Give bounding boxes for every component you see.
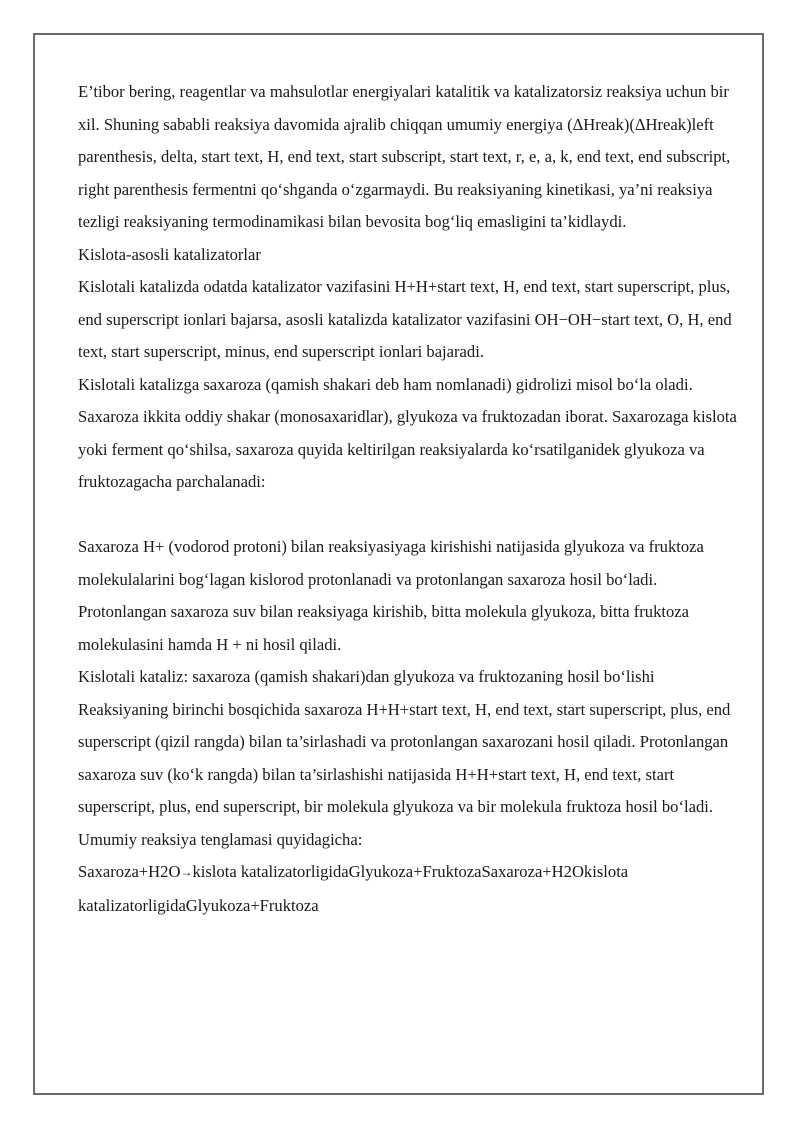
equation-products: kislota katalizatorligidaGlyukoza+FruktozaSaxaroza+H2Okislota katalizatorligidaGlyukoza+Fruktoza (78, 862, 629, 915)
reaction-arrow-icon: → (180, 865, 193, 879)
paragraph-figure-caption: Kislotali kataliz: saxaroza (qamish shakari)dan glyukoza va fruktozaning hosil bo‘lishi (78, 667, 655, 686)
document-body (78, 76, 738, 922)
paragraph-energy: E’tibor bering, reagentlar va mahsulotlar energiyalari katalitik va katalizatorsiz reaksiya uchun bir xil. Shuning sababli reaksiya davomida ajralib chiqqan umumiy energiya (ΔHreak)(ΔHreak)left parenthesis, delta, start text, H, end text, start subscript, start text, r, e, a, k, end text, end subscript, right parenthesis fermentni qo‘shganda o‘zgarmaydi. Bu reaksiyaning kinetikasi, ya’ni reaksiya tezligi reaksiyaning termodinamikasi bilan bevosita bog‘liq emasligini ta’kidlaydi. (78, 82, 731, 231)
equation-reactants: Saxaroza+H2O (78, 862, 181, 881)
paragraph-sucrose-hydrolysis: Kislotali katalizga saxaroza (qamish shakari deb ham nomlanadi) gidrolizi misol bo‘la oladi. Saxaroza ikkita oddiy shakar (monosaxaridlar), glyukoza va fruktozadan iborat. Saxarozaga kislota yoki ferment qo‘shilsa, saxaroza quyida keltirilgan reaksiyalarda ko‘rsatilganidek glyukoza va fruktozagacha parchalanadi: (78, 374, 737, 491)
reaction-equation (78, 856, 738, 922)
heading-acid-base-catalysts: Kislota-asosli katalizatorlar (78, 244, 261, 264)
blank-line (78, 499, 738, 532)
paragraph-acid-base-catalysis: Kislotali katalizda odatda katalizator vazifasini H+H+start text, H, end text, start superscript, plus, end superscript ionlari bajarsa, asosli katalizda katalizator vazifasini OH−OH−start text, O, H, end text, start superscript, minus, end superscript ionlari bajaradi. (78, 277, 732, 361)
paragraph-protonation: Saxaroza H+ (vodorod protoni) bilan reaksiyasiyaga kirishishi natijasida glyukoza va fruktoza molekulalarini bog‘lagan kislorod protonlanadi va protonlangan saxaroza hosil bo‘ladi. Protonlangan saxaroza suv bilan reaksiyaga kirishib, bitta molekula glyukoza, bitta fruktoza molekulasini hamda H + ni hosil qiladi. (78, 537, 704, 654)
paragraph-reaction-steps: Reaksiyaning birinchi bosqichida saxaroza H+H+start text, H, end text, start superscript, plus, end superscript (qizil rangda) bilan ta’sirlashadi va protonlangan saxarozani hosil qiladi. Protonlangan saxaroza suv (ko‘k rangda) bilan ta’sirlashishi natijasida H+H+start text, H, end text, start superscript, plus, end superscript, bir molekula glyukoza va bir molekula fruktoza hosil bo‘ladi. Umumiy reaksiya tenglamasi quyidagicha: (78, 699, 731, 849)
